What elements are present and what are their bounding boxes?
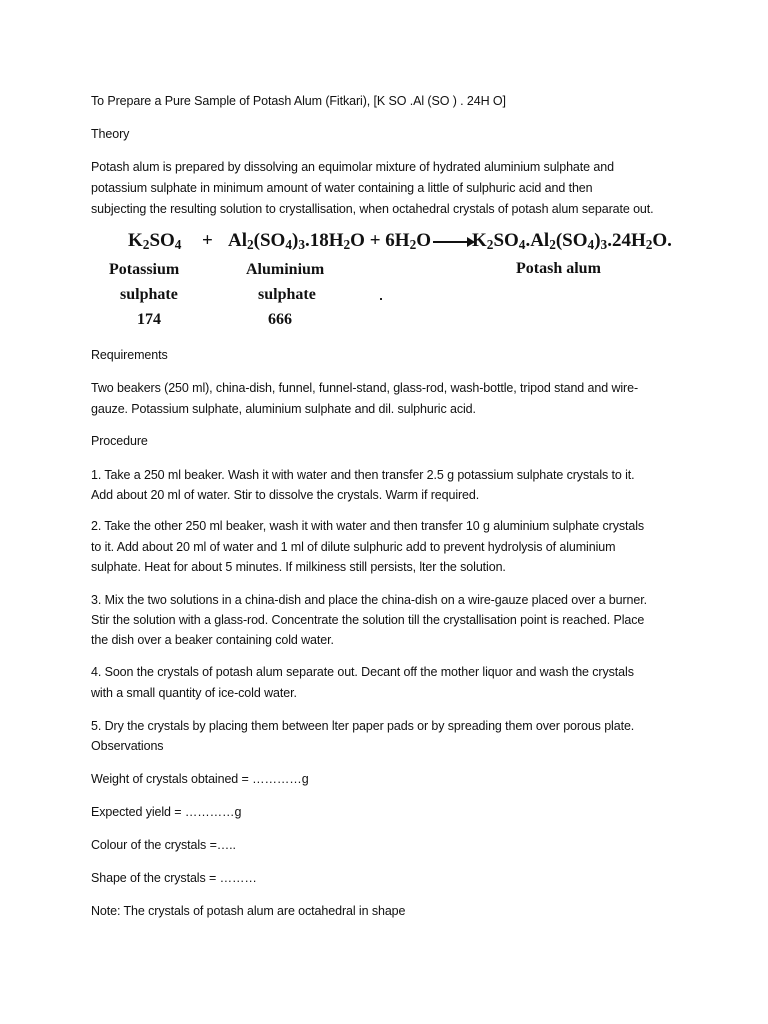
step1-line-2: Add about 20 ml of water. Stir to dissolve the crystals. Warm if required. (91, 488, 480, 502)
requirements-line-1: Two beakers (250 ml), china-dish, funnel, funnel-stand, glass-rod, wash-bottle, tripod stand and wire- (91, 381, 639, 395)
observation-expected-yield: Expected yield = …………g (91, 805, 242, 819)
step2-line-3: sulphate. Heat for about 5 minutes. If milkiness still persists, lter the solution. (91, 560, 506, 574)
observation-weight: Weight of crystals obtained = …………g (91, 772, 309, 786)
document-title: To Prepare a Pure Sample of Potash Alum (Fitkari), [K SO .Al (SO ) . 24H O] (91, 94, 506, 108)
label-sulphate-1: sulphate (120, 286, 178, 303)
step2-line-2: to it. Add about 20 ml of water and 1 ml of dilute sulphuric add to prevent hydrolysis of aluminium (91, 540, 616, 554)
theory-line-2: potassium sulphate in minimum amount of water containing a little of sulphuric acid and then (91, 181, 593, 195)
procedure-heading: Procedure (91, 434, 148, 448)
label-sulphate-2: sulphate (258, 286, 316, 303)
stray-dot (380, 298, 382, 300)
step1-line-1: 1. Take a 250 ml beaker. Wash it with water and then transfer 2.5 g potassium sulphate crystals to it. (91, 468, 635, 482)
observation-colour: Colour of the crystals =….. (91, 838, 236, 852)
theory-line-1: Potash alum is prepared by dissolving an equimolar mixture of hydrated aluminium sulphate and (91, 160, 614, 174)
reaction-arrow-icon (433, 241, 473, 243)
observation-shape: Shape of the crystals = ……… (91, 871, 257, 885)
requirements-heading: Requirements (91, 348, 168, 362)
label-aluminium: Aluminium (246, 261, 325, 278)
step3-line-2: Stir the solution with a glass-rod. Concentrate the solution till the crystallisation point is reached. Place (91, 613, 645, 627)
label-potassium: Potassium (109, 261, 180, 278)
step4-line-2: with a small quantity of ice-cold water. (91, 686, 297, 700)
step3-line-3: the dish over a beaker containing cold water. (91, 633, 334, 647)
label-potash-alum: Potash alum (516, 260, 601, 277)
theory-line-3: subjecting the resulting solution to crystallisation, when octahedral crystals of potash alum separate out. (91, 202, 654, 216)
step4-line-1: 4. Soon the crystals of potash alum separate out. Decant off the mother liquor and wash the crystals (91, 665, 634, 679)
observations-heading: Observations (91, 739, 164, 753)
label-mass-666: 666 (268, 311, 292, 328)
step2-line-1: 2. Take the other 250 ml beaker, wash it with water and then transfer 10 g aluminium sulphate crystals (91, 519, 645, 533)
theory-heading: Theory (91, 127, 130, 141)
equation-term-potash-alum: $K_2SO_4.Al_2(SO_4)_3.24H_2O$. (472, 230, 672, 252)
note-line: Note: The crystals of potash alum are octahedral in shape (91, 904, 406, 918)
requirements-line-2: gauze. Potassium sulphate, aluminium sulphate and dil. sulphuric acid. (91, 402, 476, 416)
equation-plus-sign: + (202, 230, 213, 251)
equation-term-potassium-sulphate: $K_2SO_4$ (128, 230, 182, 252)
step3-line-1: 3. Mix the two solutions in a china-dish and place the china-dish on a wire-gauze placed over a burner. (91, 593, 648, 607)
label-mass-174: 174 (137, 311, 161, 328)
equation-term-aluminium-sulphate: $Al_2(SO_4)_3.18H_2O + 6H_2O$ (228, 230, 475, 252)
step5-line: 5. Dry the crystals by placing them between lter paper pads or by spreading them over porous plate. (91, 719, 635, 733)
